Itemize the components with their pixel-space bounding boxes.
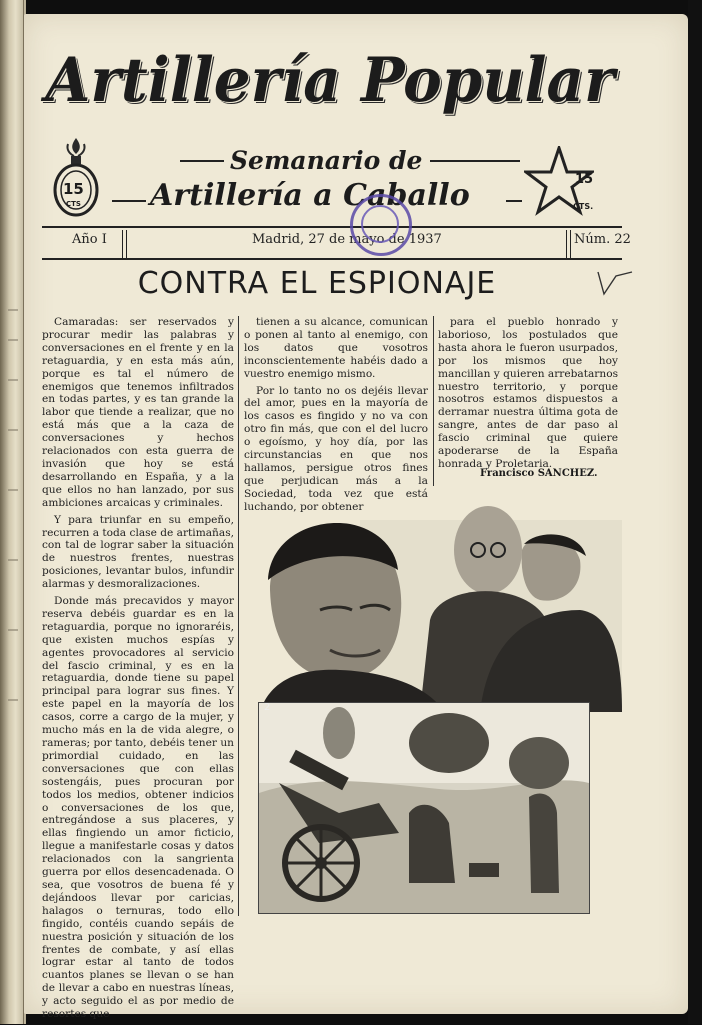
col1-paragraph-3: Donde más precavidos y mayor reserva debéis guardar es en la retaguardia, porque no ignoraréis, que existen muchos espías y agentes provocadores al servicio del fascio criminal, y es en la retaguardia, donde tiene su papel principal para lograr sus fines. Y este papel en la mayoría de los casos, corre a cargo de la mujer, y mucho más en la de vida alegre, o rameras; por tanto, debéis tener un primordial cuidado, en las conversaciones que con ellas sostengáis, pues procuran por todos los medios, obtener indicios o conversaciones de los que, entregándose a sus placeres, y ellas fingiendo un amor ficticio, llegue a manifestarle cosas y datos relacionados con la sangrienta guerra por ellos desencadenada. O sea, que vosotros de buena fé y dejándoos llevar por caricias, halagos o ternuras, todo ello fingido, contéis cuando sepáis de nuestra posición y situación de los frentes de combate, y así ellas lograr estar al tanto de todos cuantos planes se llevan o se han de llevar a cabo en nuestras líneas, y acto seguido el as por medio de resortes que bbox=[42, 595, 234, 1021]
subtitle-rule-right bbox=[430, 160, 520, 162]
column-divider-2 bbox=[433, 316, 434, 486]
issue-number: Núm. 22 bbox=[574, 232, 631, 247]
article-column-1 bbox=[42, 316, 234, 1025]
library-stamp bbox=[350, 194, 412, 256]
subtitle-line2: Artillería a Caballo bbox=[150, 178, 470, 213]
article-column-2 bbox=[244, 316, 428, 518]
top-rule bbox=[42, 226, 622, 228]
article-column-3 bbox=[438, 316, 618, 475]
bottom-rule bbox=[42, 258, 622, 260]
right-background bbox=[688, 0, 702, 1024]
col2-paragraph-2: Por lo tanto no os dejéis llevar del amor, pues en la mayoría de los casos es fingido y no va con otro fin más, que con el del lucro o egoísmo, y hoy día, por las circunstancias en que nos hallamos, persigue otros fines que perjudican más a la Sociedad, toda vez que está luchando, por obtener bbox=[244, 384, 428, 513]
col1-paragraph-2: Y para triunfar en su empeño, recurren a toda clase de artimañas, con tal de lograr saber la situación de nuestros frentes, nuestras posiciones, levantar bulos, infundir alarmas y desmoralizaciones. bbox=[42, 513, 234, 591]
subtitle2-rule-right bbox=[506, 200, 522, 202]
col1-paragraph-1: Camaradas: ser reservados y procurar medir las palabras y conversaciones en el frente y en la retaguardia, y en esta más aún, porque es tal el número de enemigos que tenemos infiltrados en todas partes, y es tan grande la labor que tiende a realizar, que no está más que a la caza de conversaciones y hechos relacionados con esta guerra de invasión que hoy se está desarrollando en España, y a la que ellos no han lanzado, por sus ambiciones arcaicas y criminales. bbox=[42, 316, 234, 509]
price-left-unit: CTS bbox=[66, 200, 81, 208]
column-divider-1 bbox=[238, 316, 239, 916]
masthead-title: Artillería Popular bbox=[45, 44, 615, 116]
subtitle-rule-left bbox=[180, 160, 224, 162]
artillery-photo bbox=[258, 702, 590, 914]
issue-date: Madrid, 27 de mayo de 1937 bbox=[252, 232, 442, 247]
col3-paragraph-1: para el pueblo honrado y laborioso, los postulados que hasta ahora le fueron usurpados, por los mismos que hoy mancillan y quieren arrebatarnos nuestro territorio, y porque nosotros estamos dispuestos a derramar nuestra última gota de sangre, antes de dar paso al fascio criminal que quiere apoderarse de la España honrada y Proletaria. bbox=[438, 316, 619, 470]
price-right-unit: CTS. bbox=[573, 202, 594, 211]
subtitle2-rule-left bbox=[112, 200, 146, 202]
price-left: 15 bbox=[63, 180, 84, 198]
pencil-mark-icon bbox=[594, 268, 634, 298]
photo-number: 2 bbox=[264, 702, 271, 713]
portraits-photo bbox=[240, 500, 622, 712]
author-signature: Francisco SANCHEZ. bbox=[480, 468, 598, 479]
price-right: 15 bbox=[575, 172, 594, 187]
subtitle-line1: Semanario de bbox=[230, 146, 423, 175]
headline: CONTRA EL ESPIONAJE bbox=[137, 266, 497, 301]
left-page-text-scraps bbox=[6, 300, 20, 720]
col2-paragraph-1: tienen a su alcance, comunican o ponen al tanto al enemigo, con los datos que vosotros inconscientemente habéis dado a vuestro enemigo mismo. bbox=[244, 316, 428, 380]
issue-year: Año I bbox=[72, 232, 107, 247]
